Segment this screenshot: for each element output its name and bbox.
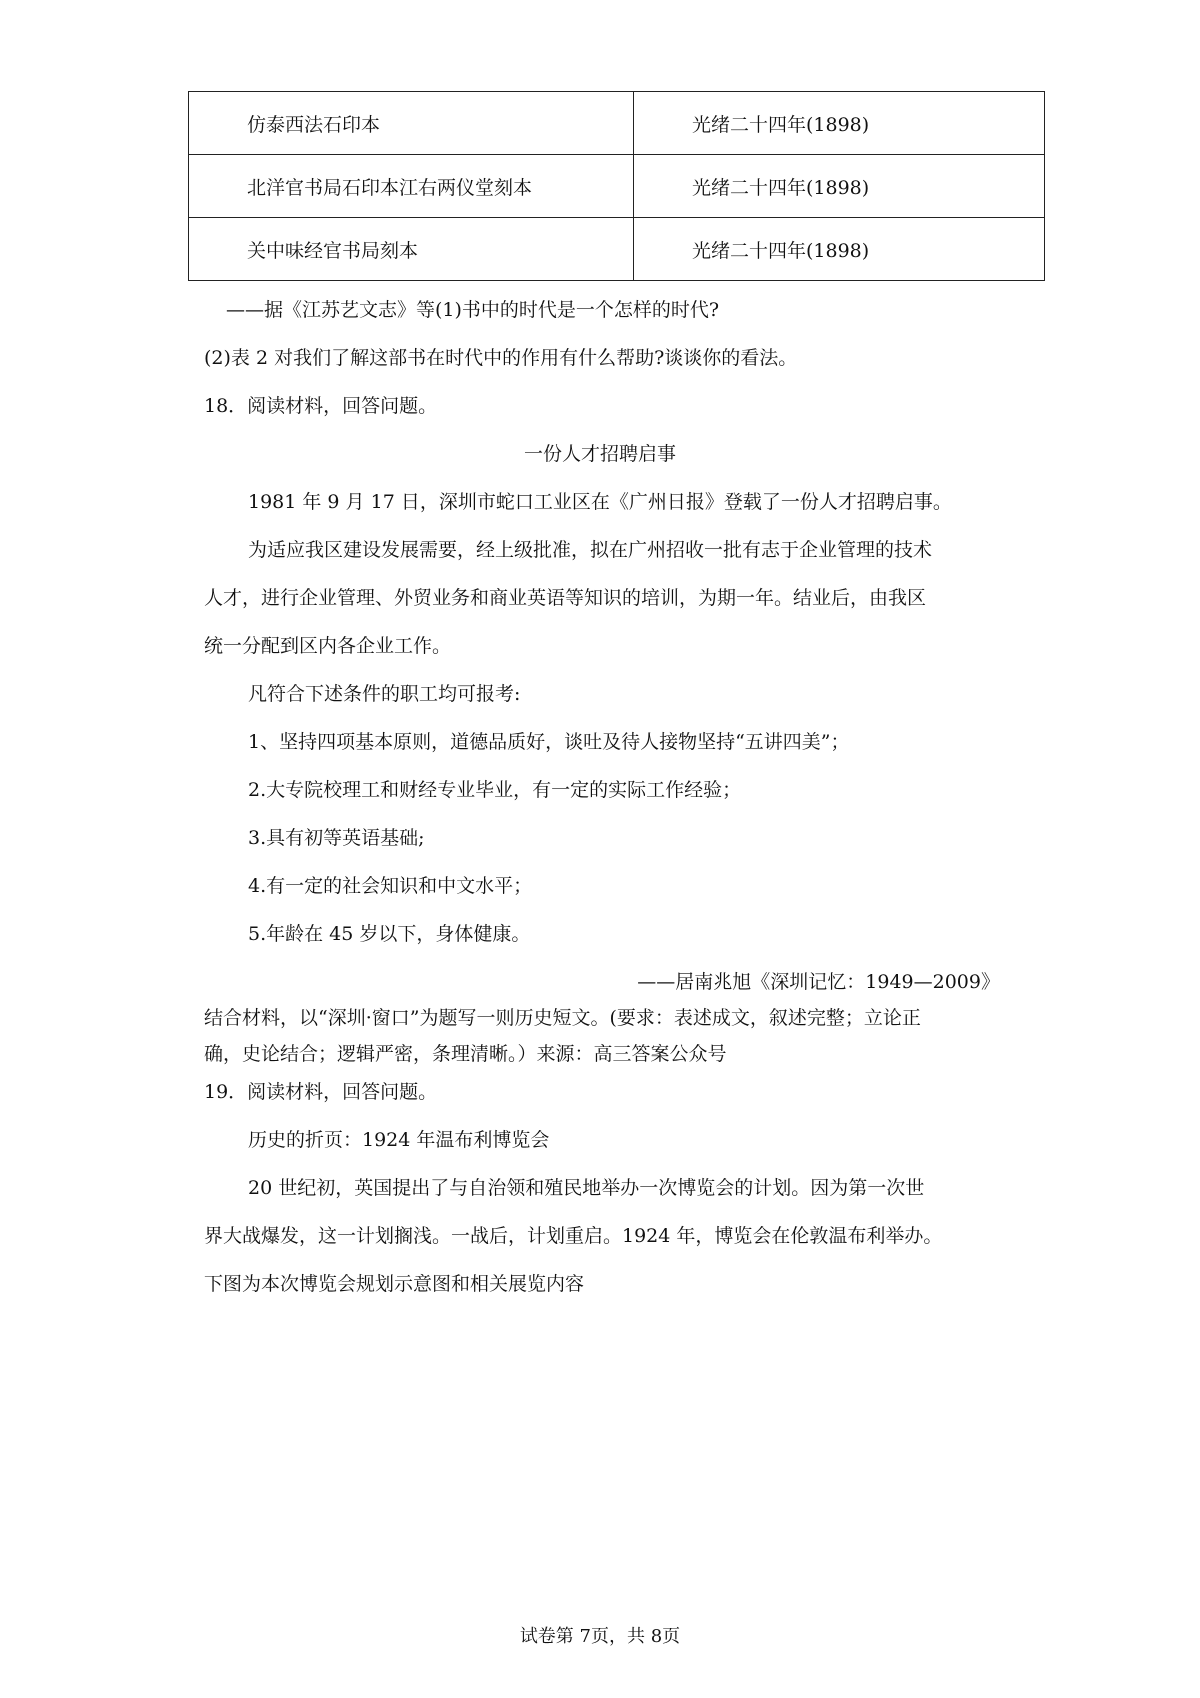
edition-cell: 仿泰西法石印本 xyxy=(189,92,634,155)
date-cell: 光绪二十四年(1898) xyxy=(634,218,1045,281)
q18-condition-item: 5.年龄在 45 岁以下，身体健康。 xyxy=(248,923,531,945)
q18-paragraph-line: 为适应我区建设发展需要，经上级批准，拟在广州招收一批有志于企业管理的技术 xyxy=(248,539,933,561)
q18-paragraph-line: 人才，进行企业管理、外贸业务和商业英语等知识的培训，为期一年。结业后，由我区 xyxy=(204,587,927,609)
q18-title: 一份人才招聘启事 xyxy=(523,443,676,465)
q18-intro: 1981 年 9 月 17 日，深圳市蛇口工业区在《广州日报》登载了一份人才招聘启事。 xyxy=(248,491,952,513)
q19-paragraph-line: 下图为本次博览会规划示意图和相关展览内容 xyxy=(204,1273,585,1295)
q18-condition-item: 2.大专院校理工和财经专业毕业，有一定的实际工作经验； xyxy=(248,779,742,801)
q17-source-and-question-1: ——据《江苏艺文志》等(1)书中的时代是一个怎样的时代? xyxy=(226,299,720,321)
table-row xyxy=(189,218,1045,281)
q18-heading: 18．阅读材料，回答问题。 xyxy=(204,395,438,417)
edition-cell: 关中味经官书局刻本 xyxy=(189,218,634,281)
q17-question-2: (2)表 2 对我们了解这部书在时代中的作用有什么帮助?谈谈你的看法。 xyxy=(204,347,798,369)
date-cell: 光绪二十四年(1898) xyxy=(634,155,1045,218)
edition-cell: 北洋官书局石印本江右两仪堂刻本 xyxy=(189,155,634,218)
q19-subtitle: 历史的折页：1924 年温布利博览会 xyxy=(248,1129,550,1151)
edition-table xyxy=(188,91,1045,281)
table-row xyxy=(189,155,1045,218)
q18-task-line: 确，史论结合；逻辑严密，条理清晰。）来源：高三答案公众号 xyxy=(204,1043,727,1065)
q18-condition-item: 1、坚持四项基本原则，道德品质好，谈吐及待人接物坚持“五讲四美”； xyxy=(248,731,850,753)
page-footer: 试卷第 7页，共 8页 xyxy=(519,1626,681,1647)
q18-source: ——居南兆旭《深圳记忆：1949—2009》 xyxy=(637,971,1000,993)
q18-task-line: 结合材料，以“深圳·窗口”为题写一则历史短文。(要求：表述成文，叙述完整；立论正 xyxy=(204,1007,921,1029)
table-row xyxy=(189,92,1045,155)
q19-paragraph-line: 20 世纪初，英国提出了与自治领和殖民地举办一次博览会的计划。因为第一次世 xyxy=(248,1177,925,1199)
q18-paragraph-line: 统一分配到区内各企业工作。 xyxy=(204,635,452,657)
q18-conditions-intro: 凡符合下述条件的职工均可报考: xyxy=(248,683,521,705)
q19-paragraph-line: 界大战爆发，这一计划搁浅。一战后，计划重启。1924 年，博览会在伦敦温布利举办。 xyxy=(204,1225,943,1247)
q18-condition-item: 3.具有初等英语基础; xyxy=(248,827,425,849)
q19-heading: 19．阅读材料，回答问题。 xyxy=(204,1081,438,1103)
q18-condition-item: 4.有一定的社会知识和中文水平； xyxy=(248,875,533,897)
date-cell: 光绪二十四年(1898) xyxy=(634,92,1045,155)
